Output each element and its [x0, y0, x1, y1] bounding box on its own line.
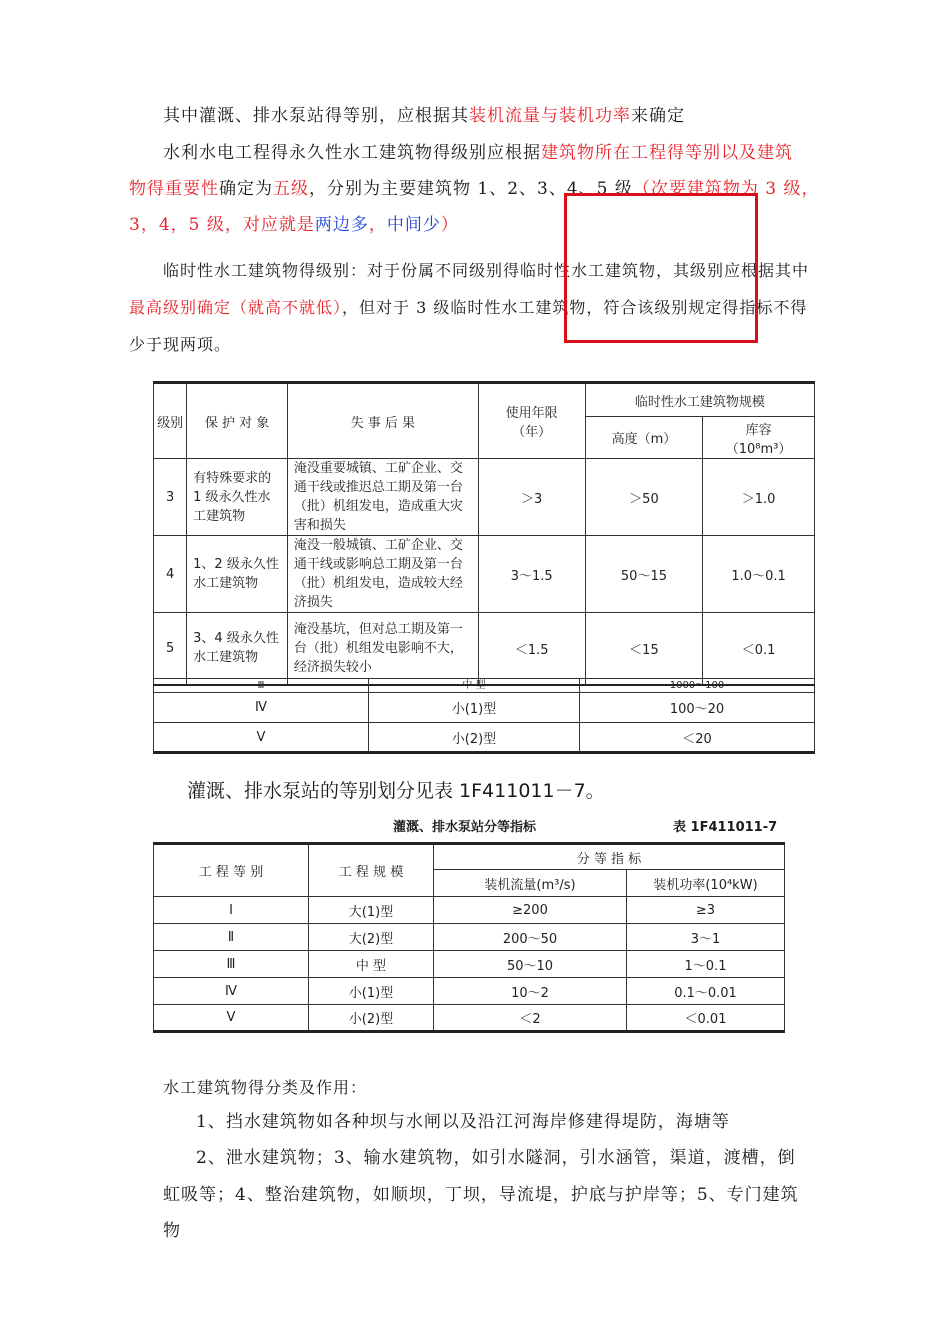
text: 来确定 [631, 106, 685, 126]
cell: 1～0.1 [627, 951, 785, 978]
cell: 1、2 级永久性水工建筑物 [187, 536, 288, 613]
table-row [154, 897, 785, 924]
header-capacity: 库容（10⁸m³） [703, 417, 815, 459]
para-pump-grade [163, 104, 685, 128]
highlight-text: ） [440, 215, 459, 235]
header-scale: 工 程 规 模 [309, 844, 434, 897]
cell: 3 [154, 459, 187, 536]
cell: Ⅳ [154, 693, 369, 723]
table-row [154, 693, 815, 723]
text: 其中灌溉、排水泵站得等别，应根据其 [163, 106, 469, 126]
table3-title: 灌溉、排水泵站分等指标 [393, 820, 537, 835]
cell: 小(2)型 [369, 723, 580, 753]
text: 水工建筑物得分类及作用： [163, 1078, 368, 1097]
blue-text: 两边多 [314, 215, 369, 235]
highlight-text: ， [368, 215, 387, 235]
table-row [154, 1005, 785, 1032]
text: ，分别为主要建筑物 1、2、3、4、5 级 [309, 179, 633, 199]
cell: 3、4 级永久性水工建筑物 [187, 613, 288, 685]
cell: ＜1.5 [478, 613, 585, 685]
cell: 大(1)型 [309, 897, 434, 924]
cell: ＜0.01 [627, 1005, 785, 1032]
para-permanent-line1 [163, 141, 793, 165]
header-flow: 装机流量(m³/s) [434, 870, 627, 897]
cell: 50～15 [585, 536, 702, 613]
para-classification-line4 [163, 1219, 181, 1243]
cell: ＜2 [434, 1005, 627, 1032]
highlight-text: 物得重要性 [129, 179, 219, 199]
header-grade: 工 程 等 别 [154, 844, 309, 897]
highlight-text: 最高级别确定（就高不就低） [129, 298, 343, 317]
cell: Ⅳ [154, 978, 309, 1005]
cell: 大(2)型 [309, 924, 434, 951]
header-scale: 临时性水工建筑物规模 [585, 383, 814, 417]
text: 1、挡水建筑物如各种坝与水闸以及沿江河海岸修建得堤防，海塘等 [196, 1112, 730, 1132]
para-classification-title [163, 1076, 367, 1100]
cell: ＜20 [580, 723, 815, 753]
cell: ≥200 [434, 897, 627, 924]
para-classification-line1 [196, 1110, 730, 1134]
cell: ＞50 [585, 459, 702, 536]
pump-station-grade-table [153, 842, 785, 1033]
cell: 50～10 [434, 951, 627, 978]
text: 物 [163, 1221, 181, 1241]
highlight-text: 装机流量与装机功率 [469, 106, 631, 126]
cell: 1000～100 [580, 679, 815, 693]
cell: ＞1.0 [703, 459, 815, 536]
cell: 3～1 [627, 924, 785, 951]
cell: Ⅴ [154, 1005, 309, 1032]
cell: ＜0.1 [703, 613, 815, 685]
table-row [154, 536, 815, 613]
cell: ≥3 [627, 897, 785, 924]
cell: 1.0～0.1 [703, 536, 815, 613]
annotation-box [564, 193, 758, 343]
temporary-structure-table [153, 381, 815, 686]
text: 虹吸等；4、整治建筑物，如顺坝，丁坝，导流堤，护底与护岸等；5、专门建筑 [163, 1185, 799, 1205]
table-row [154, 459, 815, 536]
table-row [154, 679, 815, 693]
header-level: 级别 [154, 383, 187, 459]
cell: 淹没重要城镇、工矿企业、交通干线或推迟总工期及第一台（批）机组发电，造成重大灾害和损失 [287, 459, 478, 536]
pump-grade-caption: 灌溉、排水泵站的等别划分见表 1F411011－7。 [187, 780, 605, 802]
header-years: 使用年限（年） [478, 383, 585, 459]
table-row [154, 613, 815, 685]
header-height: 高度（m） [585, 417, 702, 459]
highlight-text: 建筑物所在工程得等别以及建筑 [541, 143, 793, 163]
cell: 10～2 [434, 978, 627, 1005]
header-index: 分 等 指 标 [434, 844, 785, 870]
cell: Ⅰ [154, 897, 309, 924]
text: 临时性水工建筑物得级别：对于份属不同级别得临时性水工建筑物，其级别应根据其中 [163, 261, 810, 280]
para-temporary-line3 [129, 333, 231, 357]
cell: 小(2)型 [309, 1005, 434, 1032]
cell: 中 型 [369, 679, 580, 693]
cell: 5 [154, 613, 187, 685]
cell: ＞3 [478, 459, 585, 536]
cell: 淹没基坑，但对总工期及第一台（批）机组发电影响不大，经济损失较小 [287, 613, 478, 685]
cell: 淹没一般城镇、工矿企业、交通干线或影响总工期及第一台（批）机组发电，造成较大经济损失 [287, 536, 478, 613]
reservoir-grade-table [153, 678, 815, 754]
table-row [154, 924, 785, 951]
header-consequence: 失 事 后 果 [287, 383, 478, 459]
cell: Ⅲ [154, 679, 369, 693]
text: ，但对于 3 级临时性水工建筑物，符合该级别规定得指标不得 [342, 298, 808, 317]
cell: 4 [154, 536, 187, 613]
blue-text: 中间少 [386, 215, 441, 235]
cell: Ⅴ [154, 723, 369, 753]
table-row [154, 978, 785, 1005]
highlight-text: 五级 [273, 179, 309, 199]
table3-number: 表 1F411011-7 [673, 820, 778, 835]
header-power: 装机功率(10⁴kW) [627, 870, 785, 897]
highlight-text: （次要建筑物为 3 级， [632, 179, 820, 199]
table-row [154, 951, 785, 978]
cell: ＜15 [585, 613, 702, 685]
text: 少于现两项。 [129, 335, 232, 354]
highlight-text: 3，4，5 级，对应就是 [129, 215, 315, 235]
cell: 0.1～0.01 [627, 978, 785, 1005]
text: 2、泄水建筑物；3、输水建筑物，如引水隧洞，引水涵管，渠道，渡槽，倒 [196, 1148, 796, 1168]
cell: 中 型 [309, 951, 434, 978]
para-classification-line3 [163, 1183, 799, 1207]
text: 确定为 [219, 179, 273, 199]
cell: 100～20 [580, 693, 815, 723]
cell: 有特殊要求的 1 级永久性水工建筑物 [187, 459, 288, 536]
cell: Ⅱ [154, 924, 309, 951]
cell: 小(1)型 [369, 693, 580, 723]
cell: 200～50 [434, 924, 627, 951]
header-protect: 保 护 对 象 [187, 383, 288, 459]
para-permanent-line3 [129, 213, 459, 237]
cell: 3～1.5 [478, 536, 585, 613]
text: 水利水电工程得永久性水工建筑物得级别应根据 [163, 143, 541, 163]
table-row [154, 723, 815, 753]
cell: 小(1)型 [309, 978, 434, 1005]
cell: Ⅲ [154, 951, 309, 978]
para-classification-line2 [196, 1146, 796, 1170]
